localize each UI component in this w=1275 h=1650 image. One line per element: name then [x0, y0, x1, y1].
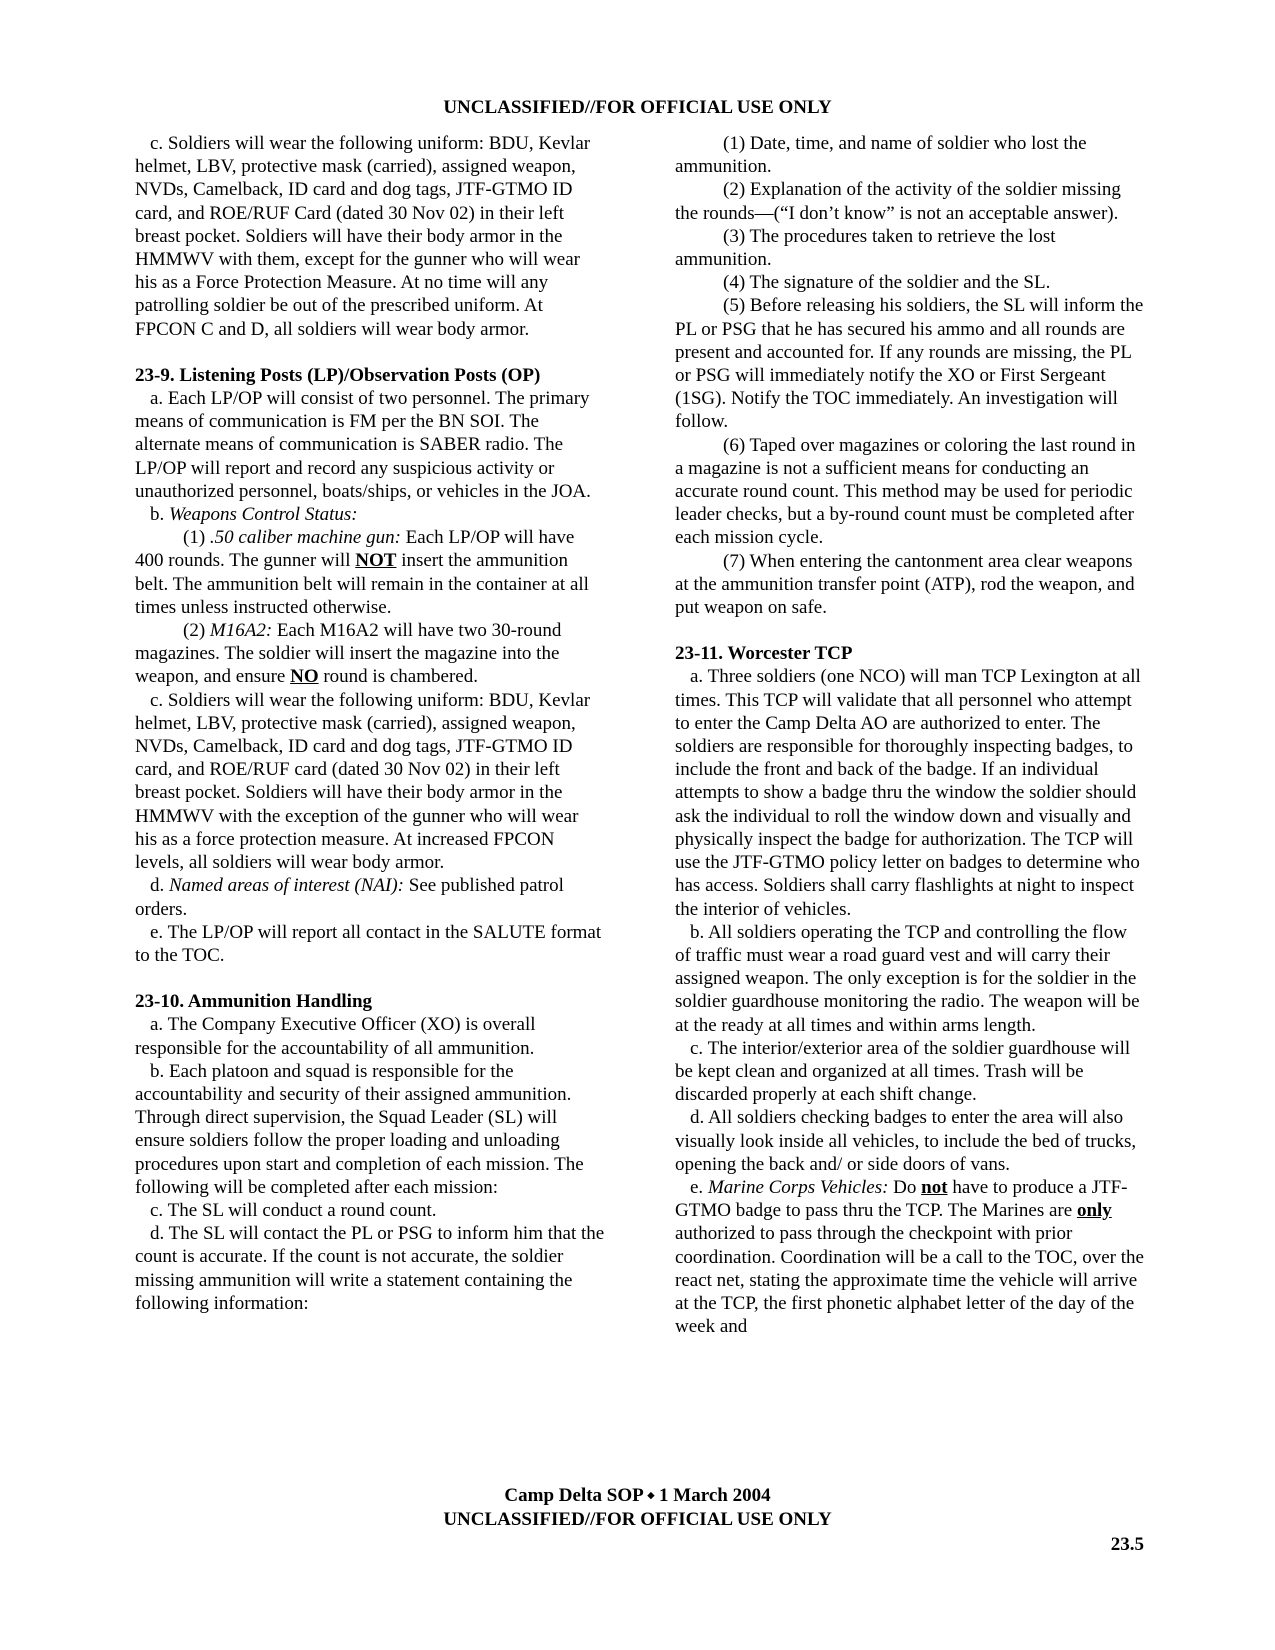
paragraph-23-9-d: [135, 874, 605, 920]
list-item-5: (5) Before releasing his soldiers, the SL will inform the PL or PSG that he has secured his ammo and all rounds are present and accounted for. If any rounds are missing, the PL or PSG will immediately notify the XO or First Sergeant (1SG). Notify the TOC immediately. An investigation will follow.: [675, 295, 1144, 433]
paragraph-23-9-e: e. The LP/OP will report all contact in the SALUTE format to the TOC.: [135, 921, 602, 966]
italic-term: M16A2:: [209, 620, 273, 642]
body-text: See published patrol orders.: [135, 875, 564, 920]
body-text: have to produce a JTF-GTMO badge to pass thru the TCP. The Marines are: [675, 1176, 1128, 1222]
section-heading-23-10: 23-10. Ammunition Handling: [135, 991, 373, 1013]
paragraph-23-9-a: a. Each LP/OP will consist of two personnel. The primary means of communication is FM per the BN SOI. The alternate means of communication is SABER radio. The LP/OP will report and record any suspicious activity or unauthorized personnel, boats/ships, or vehicles in the JOA.: [135, 388, 591, 502]
left-column: [135, 132, 605, 1315]
section-gap: [135, 341, 605, 364]
item-prefix: b.: [150, 504, 169, 526]
page-number: 23.5: [1110, 1534, 1144, 1555]
paragraph-23-9-b2: [135, 619, 605, 689]
italic-term: .50 caliber machine gun:: [209, 527, 401, 549]
paragraph-23-10-a: a. The Company Executive Officer (XO) is overall responsible for the accountability of all ammunition.: [135, 1014, 536, 1059]
emphasis-text: not: [921, 1176, 948, 1198]
body-text: round is chambered.: [318, 666, 478, 688]
section-heading-23-9: 23-9. Listening Posts (LP)/Observation Posts (OP): [135, 364, 541, 386]
list-item-6: (6) Taped over magazines or coloring the last round in a magazine is not a sufficient means for conducting an accurate round count. This method may be used for periodic leader checks, but a by-round count must be completed after each mission cycle.: [675, 434, 1136, 549]
emphasis-text: only: [1076, 1200, 1112, 1222]
emphasis-text: NO: [290, 666, 319, 688]
item-prefix: (1): [183, 527, 210, 549]
italic-term: Marine Corps Vehicles:: [707, 1176, 889, 1198]
body-text: Each M16A2 will have two 30-round magazines. The soldier will insert the magazine into the weapon, and ensure: [135, 620, 562, 688]
body-text: authorized to pass through the checkpoint with prior coordination. Coordination will be a call to the TOC, over the react net, stating the approximate time the vehicle will arrive at the TCP, the first phonetic alphabet letter of the day of the week and: [675, 1223, 1144, 1338]
uniform-paragraph-c: c. Soldiers will wear the following uniform: BDU, Kevlar helmet, LBV, protective mask (carried), assigned weapon, NVDs, Camelback, ID card and dog tags, JTF-GTMO ID card, and ROE/RUF Card (dated 30 Nov 02) in their left breast pocket. Soldiers will have their body armor in the HMMWV with them, except for the gunner who will wear his as a Force Protection Measure. At no time will any patrolling soldier be out of the prescribed uniform. At FPCON C and D, all soldiers will wear body armor.: [135, 133, 591, 340]
section-heading-23-11: 23-11. Worcester TCP: [675, 643, 853, 665]
body-text: insert the ammunition belt. The ammunition belt will remain in the container at all times unless instructed otherwise.: [135, 550, 589, 618]
list-item-4: (4) The signature of the soldier and the SL.: [723, 272, 1051, 294]
item-prefix: (2): [183, 620, 210, 642]
paragraph-23-10-d: d. The SL will contact the PL or PSG to inform him that the count is accurate. If the count is not accurate, the soldier missing ammunition will write a statement containing the following information:: [135, 1223, 605, 1314]
paragraph-23-11-a: a. Three soldiers (one NCO) will man TCP Lexington at all times. This TCP will validate that all personnel who attempt to enter the Camp Delta AO are authorized to enter. The soldiers are responsible for thoroughly inspecting badges, to include the front and back of the badge. If an individual attempts to show a badge thru the window the soldier should ask the individual to roll the window down and visually and physically inspect the badge for authorization. The TCP will use the JTF-GTMO policy letter on badges to determine who has access. Soldiers shall carry flashlights at night to inspect the interior of vehicles.: [675, 666, 1141, 920]
paragraph-23-10-b: b. Each platoon and squad is responsible for the accountability and security of their assigned ammunition. Through direct supervision, the Squad Leader (SL) will ensure soldiers follow the proper loading and unloading procedures upon start and completion of each mission. The following will be completed after each mission:: [135, 1060, 584, 1198]
list-item-1: (1) Date, time, and name of soldier who lost the ammunition.: [675, 133, 1087, 178]
header-classification: UNCLASSIFIED//FOR OFFICIAL USE ONLY: [443, 97, 832, 118]
paragraph-23-11-d: d. All soldiers checking badges to enter the area will also visually look inside all vehicles, to include the bed of trucks, opening the back and/ or side doors of vans.: [675, 1107, 1137, 1175]
paragraph-23-9-c: c. Soldiers will wear the following uniform: BDU, Kevlar helmet, LBV, protective mask (carried), assigned weapon, NVDs, Camelback, ID card and dog tags, JTF-GTMO ID card, and ROE/RUF card (dated 30 Nov 02) in their left breast pocket. Soldiers will have their body armor in the HMMWV with the exception of the gunner who will wear his as a force protection measure. At increased FPCON levels, all soldiers will wear body armor.: [135, 689, 591, 874]
body-text: Each LP/OP will have 400 rounds. The gunner will: [135, 527, 575, 572]
footer-title: Camp Delta SOP ⬩ 1 March 2004: [504, 1485, 771, 1506]
italic-term: Named areas of interest (NAI):: [169, 875, 404, 897]
emphasis-text: NOT: [355, 550, 397, 572]
footer: [0, 1484, 1275, 1532]
footer-classification: UNCLASSIFIED//FOR OFFICIAL USE ONLY: [443, 1509, 832, 1530]
paragraph-23-11-e: [675, 1176, 1145, 1338]
list-item-7: (7) When entering the cantonment area clear weapons at the ammunition transfer point (ATP), rod the weapon, and put weapon on safe.: [675, 550, 1135, 619]
paragraph-23-9-b1: [135, 526, 605, 619]
item-prefix: e.: [690, 1176, 708, 1198]
paragraph-23-11-b: b. All soldiers operating the TCP and controlling the flow of traffic must wear a road guard vest and will carry their assigned weapon. The only exception is for the soldier in the soldier guardhouse monitoring the radio. The weapon will be at the ready at all times and within arms length.: [675, 921, 1140, 1036]
italic-term: Weapons Control Status:: [169, 504, 358, 526]
right-column: [675, 132, 1145, 1338]
section-gap: [675, 619, 1145, 642]
item-prefix: d.: [150, 875, 169, 897]
paragraph-23-11-c: c. The interior/exterior area of the soldier guardhouse will be kept clean and organized at all times. Trash will be discarded properly at each shift change.: [675, 1037, 1131, 1106]
body-text: Do: [888, 1176, 922, 1198]
list-item-3: (3) The procedures taken to retrieve the lost ammunition.: [675, 225, 1056, 271]
section-gap: [135, 967, 605, 990]
list-item-2: (2) Explanation of the activity of the soldier missing the rounds—(“I don’t know” is not an acceptable answer).: [675, 179, 1121, 224]
paragraph-23-9-b: [135, 503, 605, 526]
paragraph-23-10-c: c. The SL will conduct a round count.: [150, 1199, 437, 1221]
